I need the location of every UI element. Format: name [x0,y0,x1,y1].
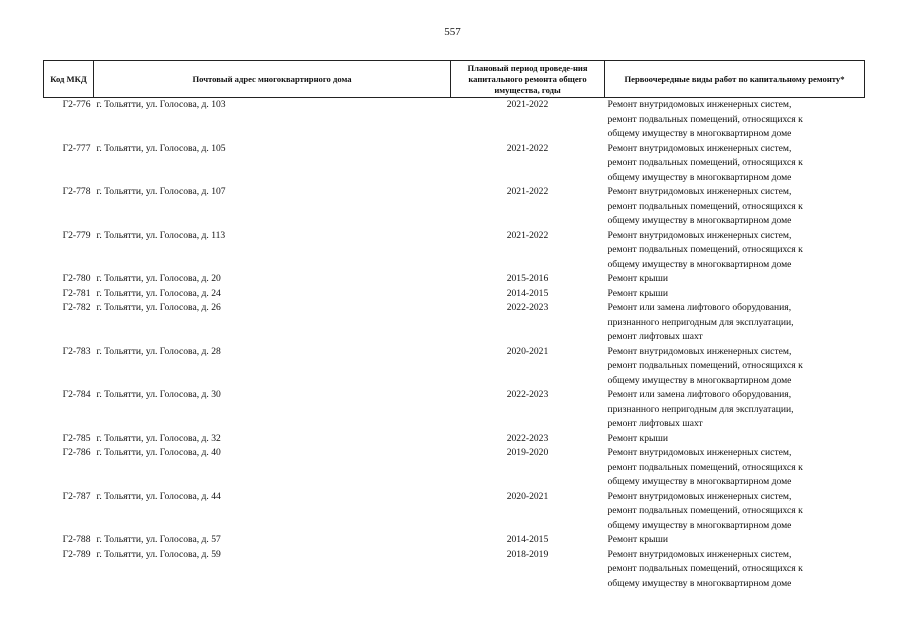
header-address: Почтовый адрес многоквартирного дома [94,61,451,98]
repair-period: 2021-2022 [506,229,549,241]
repair-works-line: Ремонт или замена лифтового оборудования, [607,302,792,313]
mkd-code: Г2-777 [62,142,91,154]
repair-works-line: Ремонт крыши [607,534,668,545]
repair-works-line: общему имуществу в многоквартирном доме [607,519,792,531]
repair-works [605,548,865,592]
repair-works [605,98,865,142]
table-body [44,98,865,592]
repair-period: 2022-2023 [506,432,549,444]
postal-address: г. Тольятти, ул. Голосова, д. 26 [96,302,221,313]
repair-works-line: ремонт подвальных помещений, относящихся к [607,563,803,574]
repair-works-line: Ремонт внутридомовых инженерных систем, [607,490,792,502]
table-row [44,432,865,447]
table-header [44,61,865,98]
repair-works [605,345,865,389]
postal-address: г. Тольятти, ул. Голосова, д. 24 [96,287,221,299]
header-works: Первоочередные виды работ по капитальному ремонту* [605,61,865,98]
repair-works-line: Ремонт внутридомовых инженерных систем, [607,229,792,241]
mkd-code: Г2-786 [62,447,91,458]
table-row [44,185,865,229]
mkd-code: Г2-780 [62,273,91,284]
postal-address: г. Тольятти, ул. Голосова, д. 20 [96,273,221,284]
repair-period: 2015-2016 [506,273,549,284]
repair-works-line: Ремонт крыши [607,287,668,299]
repair-works [605,490,865,534]
repair-period: 2018-2019 [506,548,549,560]
page-number: 557 [444,26,461,38]
repair-works-line: общему имуществу в многоквартирном доме [607,258,792,270]
mkd-code: Г2-784 [62,389,91,400]
repair-works [605,142,865,186]
postal-address: г. Тольятти, ул. Голосова, д. 57 [96,534,221,545]
repair-works-line: общему имуществу в многоквартирном доме [607,128,792,139]
repair-works-line: Ремонт внутридомовых инженерных систем, [607,99,792,110]
repair-works [605,287,865,302]
repair-period: 2014-2015 [506,534,549,545]
repair-period: 2021-2022 [506,142,549,154]
repair-period: 2020-2021 [506,490,549,502]
mkd-code: Г2-781 [62,287,91,299]
mkd-code: Г2-785 [62,432,91,444]
repair-works-line: Ремонт внутридомовых инженерных систем, [607,142,792,154]
postal-address: г. Тольятти, ул. Голосова, д. 30 [96,389,221,400]
repair-works-line: ремонт подвальных помещений, относящихся к [607,113,803,125]
repair-works-line: общему имуществу в многоквартирном доме [607,374,792,386]
mkd-code: Г2-783 [62,345,91,357]
repair-works-line: общему имуществу в многоквартирном доме [607,577,792,589]
postal-address: г. Тольятти, ул. Голосова, д. 107 [96,186,226,197]
repair-works [605,272,865,287]
mkd-code: Г2-776 [62,99,91,110]
repair-works [605,301,865,345]
table-row [44,272,865,287]
table-row [44,301,865,345]
repair-works-line: общему имуществу в многоквартирном доме [607,476,792,487]
table-row [44,533,865,548]
table-row [44,548,865,592]
table-row [44,345,865,389]
table-row [44,98,865,142]
repair-works [605,446,865,490]
repair-works-line: Ремонт крыши [607,432,668,444]
repair-period: 2021-2022 [506,99,549,110]
postal-address: г. Тольятти, ул. Голосова, д. 32 [96,432,221,444]
header-code: Код МКД [44,61,94,98]
postal-address: г. Тольятти, ул. Голосова, д. 28 [96,345,221,357]
postal-address: г. Тольятти, ул. Голосова, д. 105 [96,142,226,154]
postal-address: г. Тольятти, ул. Голосова, д. 103 [96,99,226,110]
repair-works-line: ремонт подвальных помещений, относящихся к [607,157,803,168]
postal-address: г. Тольятти, ул. Голосова, д. 40 [96,447,221,458]
table-row [44,229,865,273]
table-row [44,142,865,186]
repair-works-line: Ремонт внутридомовых инженерных систем, [607,548,792,560]
postal-address: г. Тольятти, ул. Голосова, д. 44 [96,490,221,502]
mkd-code: Г2-787 [62,490,91,502]
repair-period: 2020-2021 [506,345,549,357]
table-row [44,446,865,490]
header-period: Плановый период проведе-ния капитального ремонта общего имущества, годы [451,61,605,98]
repair-period: 2021-2022 [506,186,549,197]
repair-works-line: ремонт подвальных помещений, относящихся к [607,360,803,371]
repair-works [605,229,865,273]
repair-works-line: общему имуществу в многоквартирном доме [607,171,792,183]
repair-works [605,432,865,447]
repair-works [605,388,865,432]
mkd-code: Г2-788 [62,534,91,545]
table-row [44,287,865,302]
repair-period: 2022-2023 [506,389,549,400]
repair-works-line: ремонт подвальных помещений, относящихся к [607,200,803,212]
repair-works-line: ремонт подвальных помещений, относящихся к [607,461,803,473]
repair-period: 2022-2023 [506,302,549,313]
header-row [44,61,865,98]
repair-works-line: Ремонт внутридомовых инженерных систем, [607,345,792,357]
repair-works-line: признанного непригодным для эксплуатации, [607,403,794,415]
mkd-code: Г2-782 [62,302,91,313]
repair-works-line: Ремонт внутридомовых инженерных систем, [607,186,792,197]
postal-address: г. Тольятти, ул. Голосова, д. 59 [96,548,221,560]
repair-works-line: Ремонт крыши [607,273,668,284]
repair-works-line: ремонт лифтовых шахт [607,331,703,342]
repair-works-line: общему имуществу в многоквартирном доме [607,215,792,226]
table-row [44,490,865,534]
mkd-code: Г2-779 [62,229,91,241]
repair-works [605,185,865,229]
mkd-code: Г2-789 [62,548,91,560]
repair-works-line: Ремонт или замена лифтового оборудования, [607,389,792,400]
postal-address: г. Тольятти, ул. Голосова, д. 113 [96,229,226,241]
repair-works-line: ремонт подвальных помещений, относящихся к [607,505,803,516]
repair-period: 2019-2020 [506,447,549,458]
repair-works-line: ремонт лифтовых шахт [607,418,703,429]
repair-works-line: признанного непригодным для эксплуатации, [607,316,794,328]
mkd-code: Г2-778 [62,186,91,197]
repair-works [605,533,865,548]
repair-works-line: ремонт подвальных помещений, относящихся к [607,244,803,255]
repair-works-line: Ремонт внутридомовых инженерных систем, [607,447,792,458]
table-row [44,388,865,432]
repair-period: 2014-2015 [506,287,549,299]
capital-repair-table [43,60,865,591]
